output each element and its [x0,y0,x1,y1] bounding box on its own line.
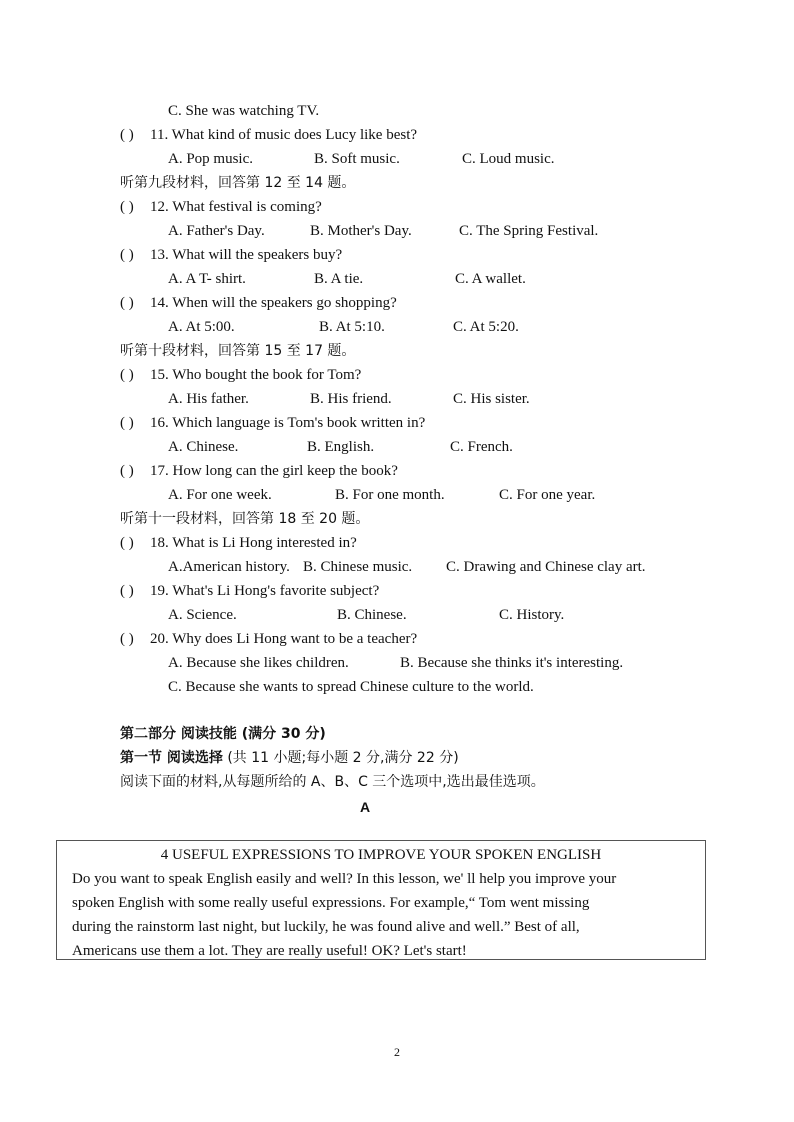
option-c: C. A wallet. [455,271,526,287]
answer-blank[interactable]: ( ) [120,631,134,647]
part-2-title: 第二部分 阅读技能 (满分 30 分) [120,726,326,742]
passage-line: Americans use them a lot. They are really useful! OK? Let's start! [72,943,467,959]
option-b: B. Soft music. [314,151,400,167]
option-a: A. Because she likes children. [168,655,349,671]
question-text: 12. What festival is coming? [150,199,322,215]
answer-blank[interactable]: ( ) [120,367,134,383]
option-a: A.American history. [168,559,290,575]
passage-line: spoken English with some really useful expressions. For example,“ Tom went missing [72,895,590,911]
question-text: 17. How long can the girl keep the book? [150,463,398,479]
option-b: B. Because she thinks it's interesting. [400,655,624,671]
question-15-stem [120,365,361,385]
option-c: C. His sister. [453,391,530,407]
question-text: 13. What will the speakers buy? [150,247,343,263]
section-1-scoring: (共 11 小题;每小题 2 分,满分 22 分) [222,750,459,766]
option-a: A. A T- shirt. [168,271,246,287]
option-a: A. His father. [168,391,249,407]
section-11-instruction: 听第十一段材料，回答第 18 至 20 题。 [120,511,370,527]
question-text: 16. Which language is Tom's book written in? [150,415,426,431]
passage-box [56,840,706,960]
option-b: B. For one month. [335,487,445,503]
passage-line: during the rainstorm last night, but luckily, he was found alive and well.” Best of all, [72,919,580,935]
answer-blank[interactable]: ( ) [120,127,134,143]
section-1-title: 第一节 阅读选择 [120,750,223,766]
option-c: C. Because she wants to spread Chinese culture to the world. [168,679,534,695]
answer-blank[interactable]: ( ) [120,583,134,599]
question-text: 20. Why does Li Hong want to be a teacher? [150,631,418,647]
question-14-stem [120,293,397,313]
passage-line: Do you want to speak English easily and well? In this lesson, we' ll help you improve your [72,871,617,887]
option-b: B. At 5:10. [319,319,385,335]
option-c: C. History. [499,607,565,623]
option-b: B. English. [307,439,375,455]
question-20-stem [120,629,417,649]
option-c: C. The Spring Festival. [459,223,599,239]
option-b: B. A tie. [314,271,364,287]
option-a: A. Science. [168,607,237,623]
option-c: C. Drawing and Chinese clay art. [446,559,646,575]
question-text: 14. When will the speakers go shopping? [150,295,397,311]
option-a: A. Chinese. [168,439,239,455]
section-9-instruction: 听第九段材料，回答第 12 至 14 题。 [120,175,356,191]
option-c: C. For one year. [499,487,596,503]
section-1-heading [120,748,459,768]
question-19-stem [120,581,379,601]
page-number: 2 [394,1045,400,1059]
answer-blank[interactable]: ( ) [120,295,134,311]
option-a: A. At 5:00. [168,319,235,335]
question-text: 19. What's Li Hong's favorite subject? [150,583,380,599]
option-c: C. At 5:20. [453,319,519,335]
question-11-stem [120,125,417,145]
question-12-stem [120,197,322,217]
option-b: B. Chinese. [337,607,407,623]
option-b: B. His friend. [310,391,392,407]
passage-title: 4 USEFUL EXPRESSIONS TO IMPROVE YOUR SPOKEN ENGLISH [160,847,602,863]
question-18-stem [120,533,357,553]
question-text: 11. What kind of music does Lucy like best? [150,127,418,143]
reading-instruction: 阅读下面的材料,从每题所给的 A、B、C 三个选项中,选出最佳选项。 [120,774,545,790]
question-17-stem [120,461,398,481]
answer-blank[interactable]: ( ) [120,415,134,431]
passage-label: A [359,799,371,815]
question-text: 15. Who bought the book for Tom? [150,367,362,383]
answer-blank[interactable]: ( ) [120,535,134,551]
option-a: A. Father's Day. [168,223,265,239]
option-c: C. French. [450,439,513,455]
option-b: B. Mother's Day. [310,223,412,239]
option-c: C. She was watching TV. [168,103,320,119]
question-text: 18. What is Li Hong interested in? [150,535,357,551]
option-a: A. Pop music. [168,151,254,167]
question-13-stem [120,245,342,265]
option-a: A. For one week. [168,487,272,503]
question-16-stem [120,413,425,433]
answer-blank[interactable]: ( ) [120,463,134,479]
option-c: C. Loud music. [462,151,555,167]
option-b: B. Chinese music. [303,559,413,575]
answer-blank[interactable]: ( ) [120,199,134,215]
section-10-instruction: 听第十段材料，回答第 15 至 17 题。 [120,343,356,359]
answer-blank[interactable]: ( ) [120,247,134,263]
